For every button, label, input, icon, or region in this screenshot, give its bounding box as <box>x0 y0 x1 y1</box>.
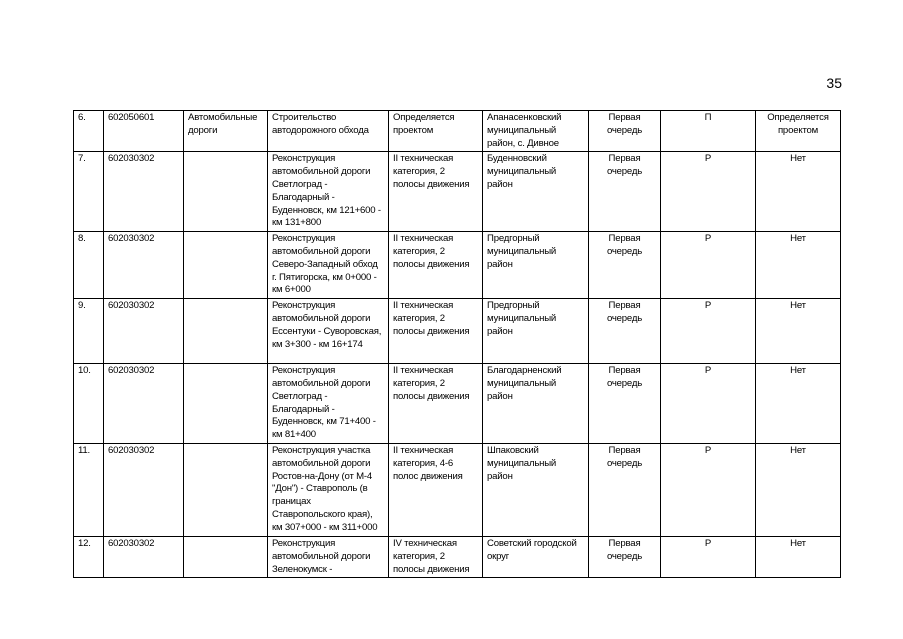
object-name: Реконструкция участка автомобильной дороги Ростов-на-Дону (от М-4 "Дон") - Ставрополь (в границах Ставропольского края), км 307+000 - км 311+000 <box>268 443 389 536</box>
object-code: 602030302 <box>104 299 184 364</box>
object-name: Реконструкция автомобильной дороги Светлоград - Благодарный - Буденновск, км 71+400 - км 81+400 <box>268 364 389 444</box>
row-number: 7. <box>74 152 104 232</box>
object-code: 602030302 <box>104 364 184 444</box>
object-category <box>184 299 268 364</box>
row-number: 11. <box>74 443 104 536</box>
object-location: Советский городской округ <box>483 536 589 577</box>
object-code: 602030302 <box>104 536 184 577</box>
implementation-stage: Первая очередь <box>589 232 661 299</box>
object-status: Р <box>661 536 756 577</box>
object-characteristics: Определяется проектом <box>389 111 483 152</box>
table-row <box>74 443 841 536</box>
row-number: 10. <box>74 364 104 444</box>
object-name: Реконструкция автомобильной дороги Ессентуки - Суворовская, км 3+300 - км 16+174 <box>268 299 389 364</box>
object-status: Р <box>661 299 756 364</box>
object-status: Р <box>661 364 756 444</box>
object-category <box>184 232 268 299</box>
row-number: 9. <box>74 299 104 364</box>
road-objects-table <box>73 110 841 578</box>
object-category <box>184 443 268 536</box>
object-status: Р <box>661 232 756 299</box>
implementation-stage: Первая очередь <box>589 443 661 536</box>
implementation-stage: Первая очередь <box>589 152 661 232</box>
object-name: Реконструкция автомобильной дороги Зеленокумск - <box>268 536 389 577</box>
zone-info: Нет <box>756 152 841 232</box>
object-category <box>184 536 268 577</box>
object-location: Буденновский муниципальный район <box>483 152 589 232</box>
implementation-stage: Первая очередь <box>589 536 661 577</box>
row-number: 8. <box>74 232 104 299</box>
object-location: Шпаковский муниципальный район <box>483 443 589 536</box>
object-location: Благодарненский муниципальный район <box>483 364 589 444</box>
implementation-stage: Первая очередь <box>589 299 661 364</box>
object-code: 602030302 <box>104 152 184 232</box>
object-category: Автомобильные дороги <box>184 111 268 152</box>
object-category <box>184 364 268 444</box>
zone-info: Нет <box>756 536 841 577</box>
zone-info: Нет <box>756 364 841 444</box>
object-code: 602050601 <box>104 111 184 152</box>
row-number: 6. <box>74 111 104 152</box>
table-row <box>74 152 841 232</box>
table-row <box>74 299 841 364</box>
object-characteristics: II техническая категория, 2 полосы движения <box>389 364 483 444</box>
object-category <box>184 152 268 232</box>
object-characteristics: II техническая категория, 4-6 полос движения <box>389 443 483 536</box>
table-row <box>74 536 841 577</box>
object-code: 602030302 <box>104 443 184 536</box>
zone-info: Нет <box>756 443 841 536</box>
page-number: 35 <box>826 75 842 91</box>
table-row <box>74 111 841 152</box>
object-location: Апанасенковский муниципальный район, с. Дивное <box>483 111 589 152</box>
implementation-stage: Первая очередь <box>589 364 661 444</box>
object-code: 602030302 <box>104 232 184 299</box>
object-status: П <box>661 111 756 152</box>
zone-info: Нет <box>756 232 841 299</box>
object-status: Р <box>661 443 756 536</box>
object-characteristics: II техническая категория, 2 полосы движения <box>389 232 483 299</box>
table-row <box>74 232 841 299</box>
zone-info: Определяется проектом <box>756 111 841 152</box>
object-location: Предгорный муниципальный район <box>483 232 589 299</box>
table-row <box>74 364 841 444</box>
object-characteristics: II техническая категория, 2 полосы движения <box>389 152 483 232</box>
object-name: Строительство автодорожного обхода <box>268 111 389 152</box>
object-location: Предгорный муниципальный район <box>483 299 589 364</box>
implementation-stage: Первая очередь <box>589 111 661 152</box>
object-characteristics: II техническая категория, 2 полосы движения <box>389 299 483 364</box>
object-status: Р <box>661 152 756 232</box>
object-characteristics: IV техническая категория, 2 полосы движения <box>389 536 483 577</box>
row-number: 12. <box>74 536 104 577</box>
object-name: Реконструкция автомобильной дороги Светлоград - Благодарный - Буденновск, км 121+600 - км 131+800 <box>268 152 389 232</box>
zone-info: Нет <box>756 299 841 364</box>
object-name: Реконструкция автомобильной дороги Северо-Западный обход г. Пятигорска, км 0+000 - км 6+000 <box>268 232 389 299</box>
